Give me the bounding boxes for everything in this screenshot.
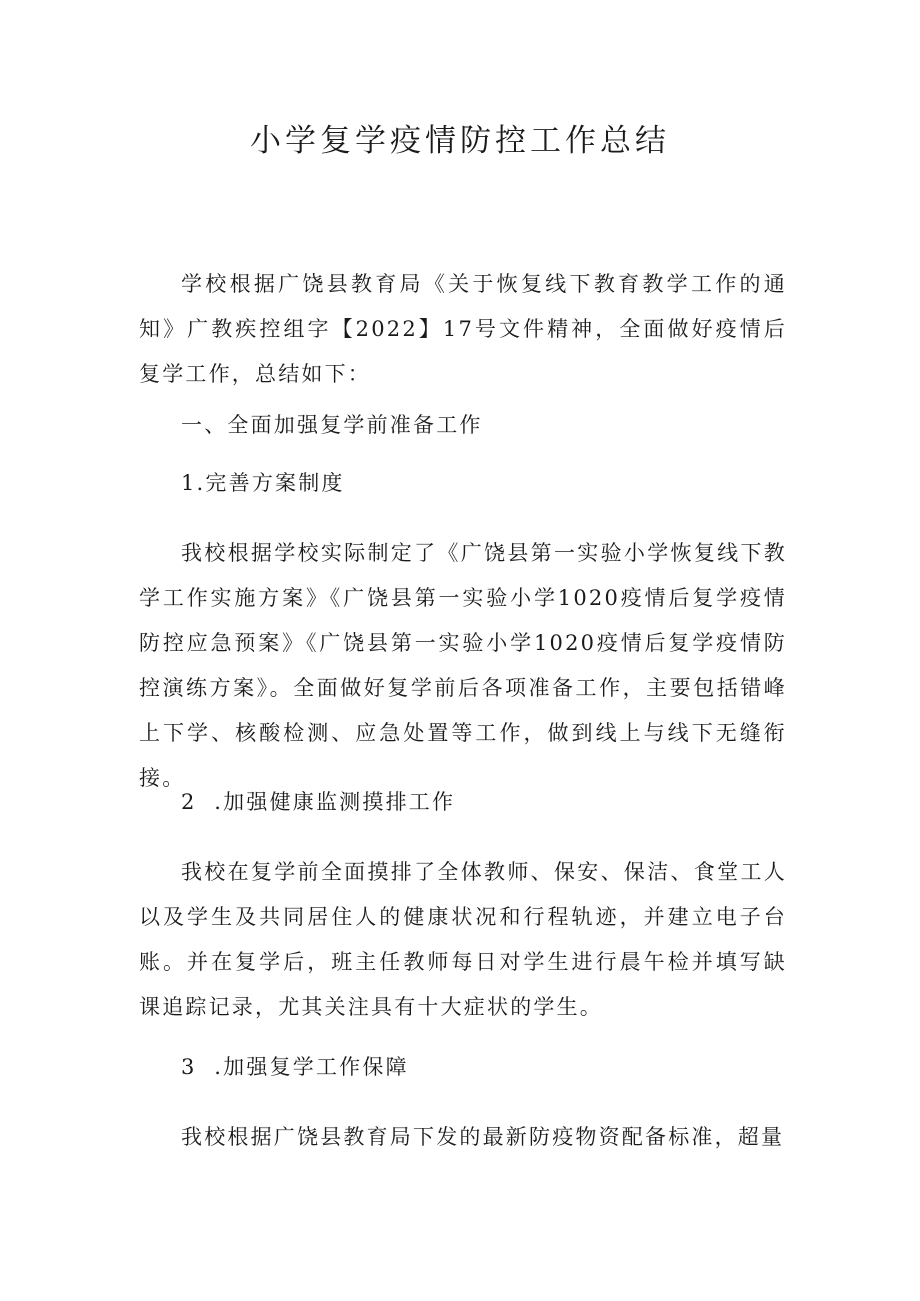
item-paragraph-2: 我校在复学前全面摸排了全体教师、保安、保洁、食堂工人以及学生及共同居住人的健康状况和行程轨迹，并建立电子台账。并在复学后，班主任教师每日对学生进行晨午检并填写缺课追踪记录，尤其关注具有十大症状的学生。 [139,860,787,1019]
document-title: 小学复学疫情防控工作总结 [250,123,670,159]
intro-paragraph: 学校根据广饶县教育局《关于恢复线下教育教学工作的通知》广教疾控组字【2022】17号文件精神，全面做好疫情后复学工作，总结如下： [139,272,787,386]
item-heading-2: 2 .加强健康监测摸排工作 [181,790,456,814]
item-heading-3: 3 .加强复学工作保障 [181,1055,409,1079]
item-paragraph-1: 我校根据学校实际制定了《广饶县第一实验小学恢复线下教学工作实施方案》《广饶县第一实验小学1020疫情后复学疫情防控应急预案》《广饶县第一实验小学1020疫情后复学疫情防控演练方案》。全面做好复学前后各项准备工作，主要包括错峰上下学、核酸检测、应急处置等工作，做到线上与线下无缝衔接。 [139,541,787,790]
item-paragraph-3: 我校根据广饶县教育局下发的最新防疫物资配备标准，超量 [181,1125,785,1149]
item-heading-1: 1.完善方案制度 [181,471,345,495]
section-heading-1: 一、全面加强复学前准备工作 [181,413,483,437]
